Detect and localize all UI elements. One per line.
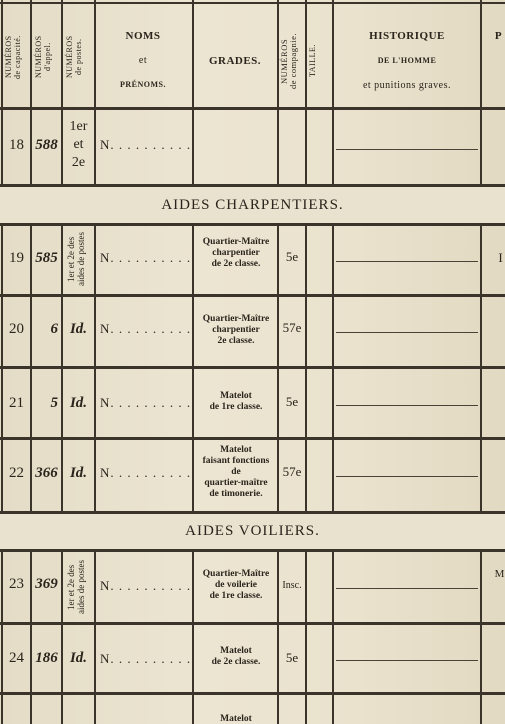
- rule-row18-bottom: [0, 184, 505, 187]
- row22-compagnie: 57e: [282, 464, 302, 479]
- header-taille: TAILLE.: [308, 44, 317, 78]
- row20-capacite: 20: [9, 321, 24, 337]
- header-noms: NOMS: [125, 30, 161, 42]
- row24-grade: Matelot de 2e classe.: [211, 646, 261, 667]
- row24-poste: Id.: [69, 650, 88, 666]
- row21-poste: Id.: [69, 395, 88, 411]
- section-title-aides-charpentiers: AIDES CHARPENTIERS.: [161, 197, 344, 213]
- row20-history-line: [336, 332, 478, 333]
- rule-section1-bottom: [0, 223, 505, 226]
- row18-history-line: [336, 149, 478, 150]
- row22-capacite: 22: [9, 465, 24, 481]
- row19-appel: 585: [35, 250, 58, 266]
- row23-grade: Quartier-Maître de voilerie de 1re classe.: [202, 569, 270, 601]
- row21-appel: 5: [50, 395, 58, 411]
- row23-history-line: [336, 588, 478, 589]
- rule-row21-bottom: [0, 437, 505, 440]
- row20-poste: Id.: [69, 321, 88, 337]
- row19-margin-fragment: I: [498, 250, 503, 265]
- rule-row19-bottom: [0, 294, 505, 297]
- header-cut-column: P: [494, 30, 503, 42]
- row22-poste: Id.: [69, 465, 88, 481]
- rule-section2-bottom: [0, 549, 505, 552]
- row20-nom: N. . . . . . . . . .: [100, 321, 192, 336]
- rule-header-bottom: [0, 107, 505, 110]
- row18-appel: 588: [35, 137, 58, 153]
- row24-capacite: 24: [9, 650, 24, 666]
- row22-nom: N. . . . . . . . . .: [100, 465, 192, 480]
- rule-row23-bottom: [0, 622, 505, 625]
- row21-history-line: [336, 405, 478, 406]
- row19-history-line: [336, 261, 478, 262]
- header-compagnie: NUMÉROS de compagnie.: [279, 32, 298, 90]
- row20-grade: Quartier-Maître charpentier 2e classe.: [202, 314, 270, 346]
- row23-capacite: 23: [9, 576, 24, 592]
- header-prenoms: PRÉNOMS.: [120, 80, 166, 89]
- row19-compagnie: 5e: [285, 249, 299, 264]
- row24-history-line: [336, 660, 478, 661]
- row19-nom: N. . . . . . . . . .: [100, 250, 192, 265]
- row23-margin-fragment: M: [494, 568, 505, 580]
- row21-nom: N. . . . . . . . . .: [100, 395, 192, 410]
- header-noms-et: et: [138, 55, 148, 66]
- row23-poste: 1er et 2e des aides de postes: [66, 560, 86, 614]
- row21-capacite: 21: [9, 395, 24, 411]
- row19-poste: 1er et 2e des aides de postes: [66, 232, 86, 286]
- rule-row20-bottom: [0, 366, 505, 369]
- rule-row22-bottom: [0, 511, 505, 514]
- row20-compagnie: 57e: [282, 320, 302, 335]
- row18-nom: N. . . . . . . . . .: [100, 137, 192, 152]
- row23-nom: N. . . . . . . . . .: [100, 578, 192, 593]
- header-postes: NUMÉROS de postes.: [65, 35, 83, 79]
- header-capacite: NUMÉROS de capacité.: [4, 35, 22, 79]
- row22-appel: 366: [35, 465, 58, 481]
- header-historique: HISTORIQUE: [369, 30, 445, 42]
- row24-appel: 186: [35, 650, 58, 666]
- row23-compagnie: Insc.: [282, 580, 302, 591]
- row24-compagnie: 5e: [285, 650, 299, 665]
- header-historique-de-lhomme: DE L'HOMME: [377, 56, 437, 65]
- row21-compagnie: 5e: [285, 394, 299, 409]
- row19-capacite: 19: [9, 250, 24, 266]
- header-grades: GRADES.: [208, 55, 262, 67]
- row19-grade: Quartier-Maître charpentier de 2e classe.: [202, 237, 270, 269]
- row22-grade: Matelot faisant fonctions de quartier-maître de timonerie.: [202, 445, 270, 499]
- rule-top: [0, 2, 505, 4]
- row25-grade-partial: Matelot: [220, 714, 252, 724]
- section-title-aides-voiliers: AIDES VOILIERS.: [185, 523, 320, 539]
- row21-grade: Matelot de 1re classe.: [209, 391, 263, 412]
- row24-nom: N. . . . . . . . . .: [100, 651, 192, 666]
- header-appel: NUMÉROS d'appel.: [34, 35, 52, 79]
- rule-row24-bottom: [0, 692, 505, 695]
- row18-capacite: 18: [9, 137, 24, 153]
- row20-appel: 6: [50, 321, 58, 337]
- row23-appel: 369: [35, 576, 58, 592]
- header-historique-punitions: et punitions graves.: [362, 80, 452, 91]
- row18-poste: 1er et 2e: [69, 119, 88, 170]
- row22-history-line: [336, 476, 478, 477]
